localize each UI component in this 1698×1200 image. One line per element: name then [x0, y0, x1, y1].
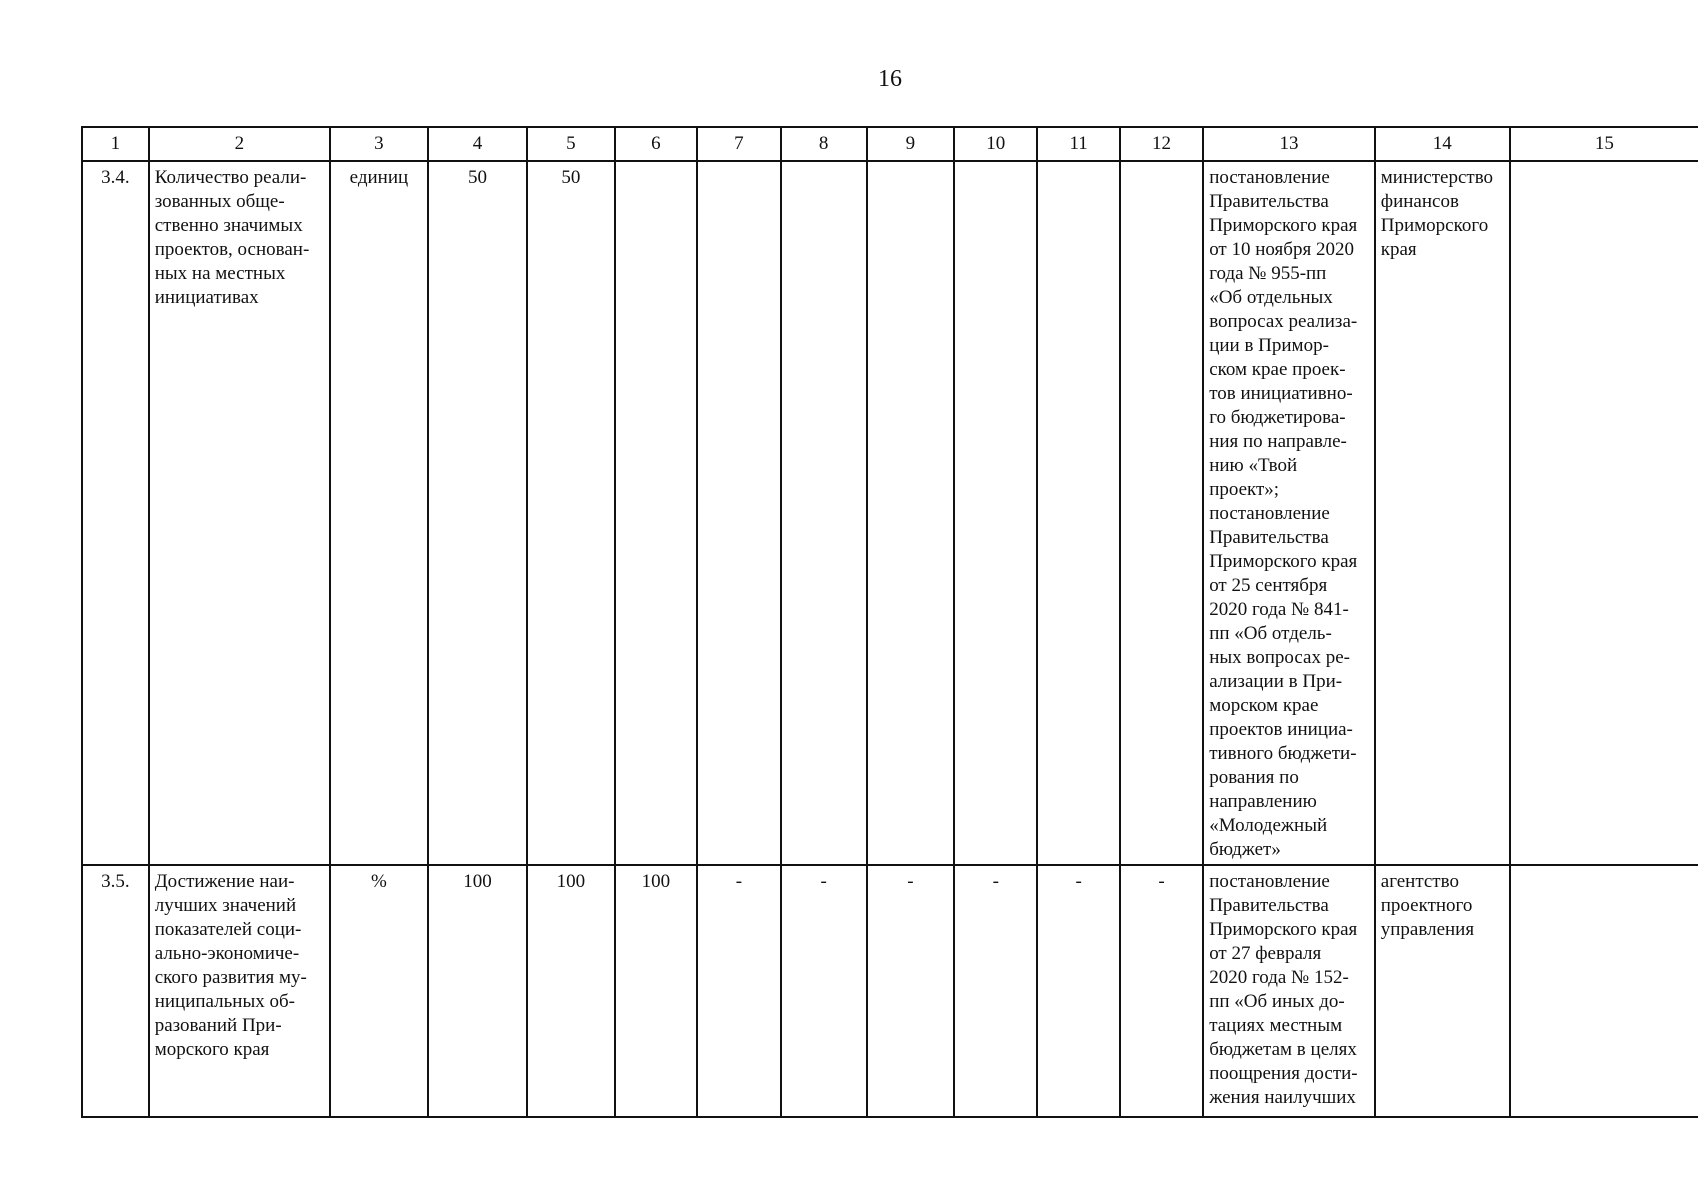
header-cell: 11: [1037, 127, 1119, 161]
row-number-cell: 3.5.: [82, 865, 149, 1117]
value-cell: 100: [527, 865, 615, 1117]
value-cell: 100: [615, 865, 698, 1117]
header-cell: 13: [1203, 127, 1375, 161]
header-cell: 4: [428, 127, 527, 161]
value-cell: -: [867, 865, 954, 1117]
table-header-row: [82, 127, 1698, 161]
unit-cell: %: [330, 865, 428, 1117]
responsible-cell: агентство проектного управления: [1375, 865, 1510, 1117]
header-cell: 5: [527, 127, 615, 161]
value-cell: -: [697, 865, 780, 1117]
table-row: [82, 161, 1698, 865]
header-cell: 14: [1375, 127, 1510, 161]
header-cell: 2: [149, 127, 330, 161]
header-cell: 15: [1510, 127, 1698, 161]
unit-cell: единиц: [330, 161, 428, 865]
value-cell: 50: [527, 161, 615, 865]
header-cell: 3: [330, 127, 428, 161]
page-number: 16: [878, 66, 902, 92]
value-cell: [1037, 161, 1119, 865]
indicator-name-cell: Достижение наи- лучших значений показателей соци- ально-экономиче- ского развития му- ниципальных об- разований При- морского края: [149, 865, 330, 1117]
header-cell: 10: [954, 127, 1037, 161]
value-cell: [697, 161, 780, 865]
value-cell: -: [954, 865, 1037, 1117]
indicators-table: [81, 126, 1698, 1118]
value-cell: -: [1120, 865, 1203, 1117]
notes-cell: [1510, 865, 1698, 1117]
value-cell: 50: [428, 161, 527, 865]
notes-cell: [1510, 161, 1698, 865]
basis-document-cell: постановление Правительства Приморского края от 27 февраля 2020 года № 152- пп «Об иных до- тациях местным бюджетам в целях поощрения дости- жения наилучших: [1203, 865, 1375, 1117]
value-cell: -: [781, 865, 867, 1117]
table-row: [82, 865, 1698, 1117]
value-cell: [954, 161, 1037, 865]
basis-document-cell: постановление Правительства Приморского края от 10 ноября 2020 года № 955-пп «Об отдельных вопросах реализа- ции в Примор- ском крае проек- тов инициативно- го бюджетирова- ния по направле- нию «Твой проект»; постановление Правительства Приморского края от 25 сентября 2020 года № 841- пп «Об отдель- ных вопросах ре- ализации в При- морском крае проектов инициа- тивного бюджети- рования по направлению «Молодежный бюджет»: [1203, 161, 1375, 865]
value-cell: [1120, 161, 1203, 865]
value-cell: -: [1037, 865, 1119, 1117]
header-cell: 6: [615, 127, 698, 161]
header-cell: 8: [781, 127, 867, 161]
header-cell: 7: [697, 127, 780, 161]
value-cell: 100: [428, 865, 527, 1117]
header-cell: 9: [867, 127, 954, 161]
value-cell: [615, 161, 698, 865]
header-cell: 12: [1120, 127, 1203, 161]
indicator-name-cell: Количество реали- зованных обще- ственно значимых проектов, основан- ных на местных инициативах: [149, 161, 330, 865]
row-number-cell: 3.4.: [82, 161, 149, 865]
value-cell: [867, 161, 954, 865]
responsible-cell: министерство финансов Приморского края: [1375, 161, 1510, 865]
value-cell: [781, 161, 867, 865]
header-cell: 1: [82, 127, 149, 161]
